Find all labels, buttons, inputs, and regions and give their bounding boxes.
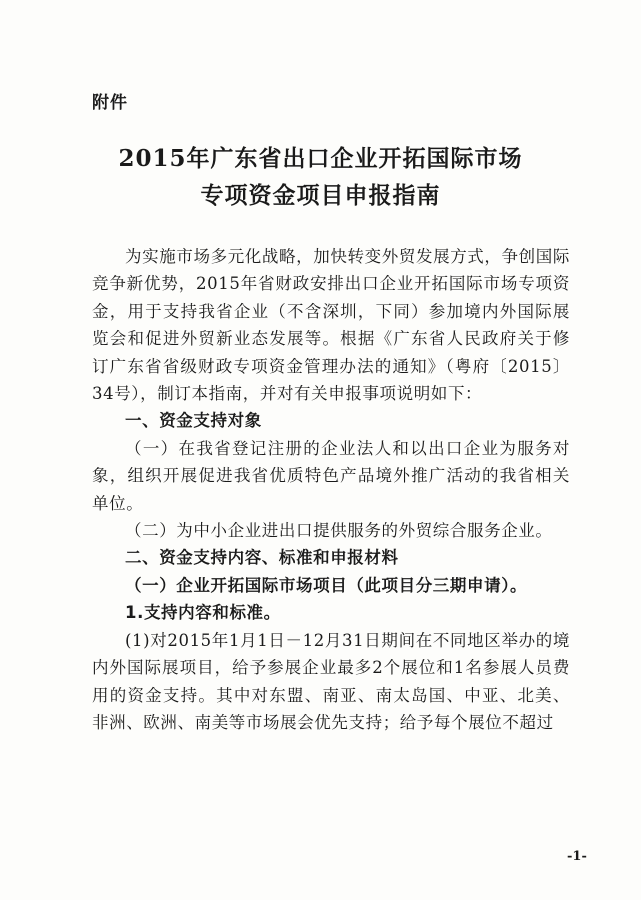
section-heading-2: 二、资金支持内容、标准和申报材料 bbox=[125, 548, 399, 568]
document-title-line-2: 专项资金项目申报指南 bbox=[200, 182, 441, 209]
support-target-item-1: （一）在我省登记注册的企业法人和以出口企业为服务对象，组织开展促进我省优质特色产品境外推广活动的我省相关单位。 bbox=[92, 438, 570, 513]
document-body bbox=[92, 243, 570, 736]
section-heading-1: 一、资金支持对象 bbox=[125, 411, 262, 431]
subsection-heading-1-1: 1.支持内容和标准。 bbox=[125, 603, 281, 623]
detail-paragraph: (1)对2015年1月1日－12月31日期间在不同地区举办的境内外国际展项目，给予参展企业最多2个展位和1名参展人员费用的资金支持。其中对东盟、南亚、南太岛国、中亚、北美、非洲、欧洲、南美等市场展会优先支持；给予每个展位不超过 bbox=[92, 630, 570, 732]
page-number: -1- bbox=[567, 849, 587, 864]
document-title-line-1: 2015年广东省出口企业开拓国际市场 bbox=[118, 145, 523, 172]
intro-paragraph: 为实施市场多元化战略，加快转变外贸发展方式，争创国际竞争新优势，2015年省财政安排出口企业开拓国际市场专项资金，用于支持我省企业（不含深圳，下同）参加境内外国际展览会和促进外贸新业态发展等。根据《广东省人民政府关于修订广东省省级财政专项资金管理办法的通知》（粤府〔2015〕34号），制订本指南，并对有关申报事项说明如下： bbox=[92, 247, 570, 404]
attachment-label: 附件 bbox=[92, 93, 128, 113]
subsection-heading-1: （一）企业开拓国际市场项目（此项目分三期申请）。 bbox=[125, 575, 528, 595]
support-target-item-2: （二）为中小企业进出口提供服务的外贸综合服务企业。 bbox=[125, 521, 553, 541]
